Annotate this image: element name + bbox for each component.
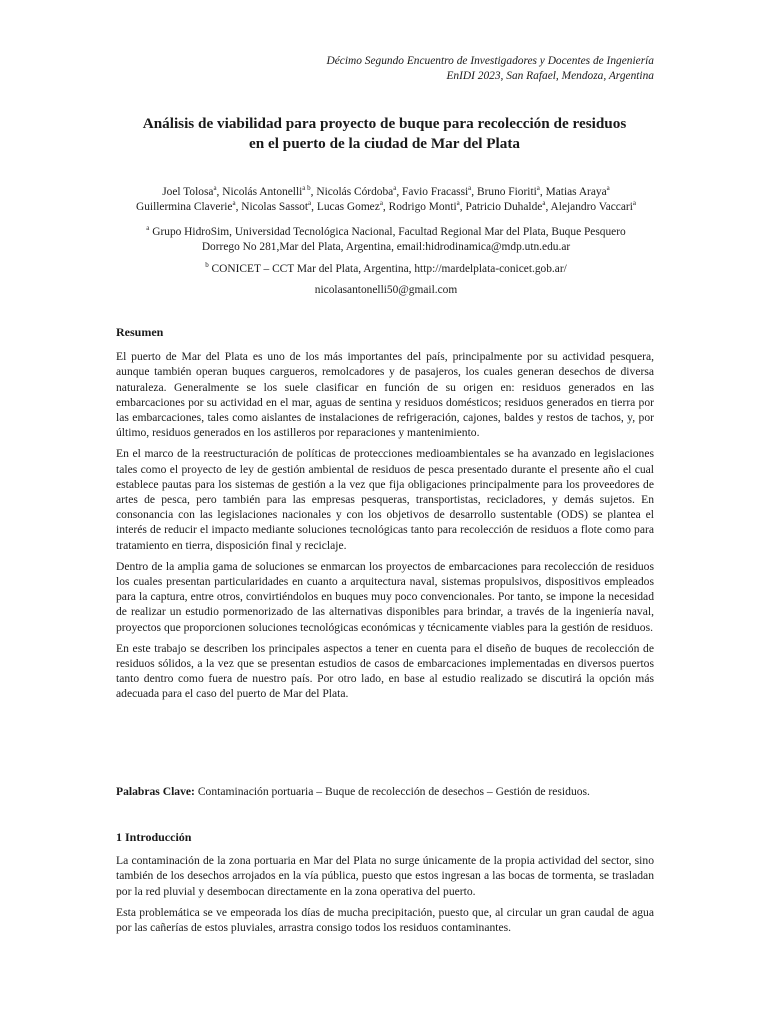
author-affiliation-mark: a: [456, 199, 460, 208]
abstract-paragraph: Dentro de la amplia gama de soluciones se enmarcan los proyectos de embarcaciones para recolección de residuos los cuales presentan particularidades en cuanto a arquitectura naval, sistemas propulsivos, dispositivos empleados para la captura, entre otros, convirtiéndolos en buques muy poco convencionales. Por tanto, se impone la necesidad de realizar un estudio pormenorizado de las alternativas disponibles para brindar, a través de la ingeniería naval, proyectos que proporcionen soluciones tecnológicas económicas y técnicamente viables para la gestión de residuos.: [116, 559, 654, 634]
author-affiliation-mark: a: [468, 184, 472, 193]
abstract-section: [116, 325, 654, 702]
author-affiliation-mark: a b: [302, 184, 311, 193]
title-line-1: Análisis de viabilidad para proyecto de buque para recolección de residuos: [142, 115, 627, 132]
title-line-2: en el puerto de la ciudad de Mar del Plata: [249, 135, 520, 152]
author-affiliation-mark: a: [536, 184, 540, 193]
keywords: [116, 784, 654, 799]
affiliation-a-line-2: Dorrego No 281,Mar del Plata, Argentina, email:hidrodinamica@mdp.utn.edu.ar: [201, 241, 571, 253]
author-affiliation-mark: a: [542, 199, 546, 208]
header-venue: EnIDI 2023, San Rafael, Mendoza, Argentina: [446, 70, 654, 82]
author-affiliation-mark: a: [379, 199, 383, 208]
author-name: Alejandro Vaccari: [550, 201, 633, 213]
author-line-1: Joel Tolosa$^a$, Nicolás Antonelli$^{a b}$, Nicolás Córdoba$^a$, Favio Fracassi$^a$, Bruno Fioriti$^a$, Matias Araya$^a$: [162, 184, 610, 198]
author-affiliation-mark: a: [308, 199, 312, 208]
author-affiliation-mark: a: [632, 199, 636, 208]
author-name: Nicolas Sassot: [241, 201, 309, 213]
affiliation-b: [116, 262, 656, 277]
introduction-heading: 1 Introducción: [116, 830, 192, 844]
author-affiliation-mark: a: [232, 199, 236, 208]
author-affiliation-mark: a: [393, 184, 397, 193]
author-list: [116, 185, 656, 215]
author-name: Guillermina Claverie: [135, 201, 233, 213]
abstract-paragraph: En el marco de la reestructuración de políticas de protecciones medioambientales se ha avanzado en legislaciones tales como el proyecto de ley de gestión ambiental de residuos de pesca presentado durante el presente año el cual establece pautas para los sistemas de gestión a la vez que fija obligaciones principalmente para los proveedores de artes de pesca, pero también para las empresas pesqueras, transportistas, recicladores, y demás sujetos. En consonancia con las legislaciones nacionales y con los objetivos de desarrollo sustentable (ODS) se plantea el interés de reducir el impacto mediante soluciones tecnológicas tanto para recolección de residuos a flote como para tratamiento en tierra, disposición final y reciclaje.: [116, 447, 654, 552]
abstract-paragraph: En este trabajo se describen los principales aspectos a tener en cuenta para el diseño de buques de recolección de residuos sólidos, a la vez que se presentan estudios de casos de embarcaciones implementadas en diversos puertos tanto dentro como fuera de nuestro país. Por otro lado, en base al estudio realizado se discutirá la opción más adecuada para el caso del puerto de Mar del Plata.: [116, 641, 654, 701]
abstract-paragraph: El puerto de Mar del Plata es uno de los más importantes del país, principalmente por su actividad pesquera, aunque también operan buques cargueros, remolcadores y de pasajeros, los cuales generan desechos de diversa naturaleza. Generalmente se los suele clasificar en función de su origen en: residuos generados en las embarcaciones por su actividad en el mar, aguas de sentina y residuos domésticos; residuos generados en tierra por las embarcaciones, tales como aislantes de instalaciones de refrigeración, cajones, baldes y restos de tachos, y, por último, residuos generados en los astilleros por reparaciones y mantenimiento.: [116, 350, 654, 440]
affiliation-mark: a: [146, 224, 150, 233]
header-conference: Décimo Segundo Encuentro de Investigadores y Docentes de Ingeniería: [326, 55, 654, 67]
author-line-2: Guillermina Claverie$^a$, Nicolas Sassot$^a$, Lucas Gomez$^a$, Rodrigo Monti$^a$, Patricio Duhalde$^a$, Alejandro Vaccari$^a$: [135, 199, 636, 213]
keywords-label: Palabras Clave:: [116, 785, 195, 798]
introduction-section: [116, 830, 654, 935]
paper-title: [116, 114, 653, 154]
keywords-text: Contaminación portuaria – Buque de recolección de desechos – Gestión de residuos.: [197, 785, 590, 798]
author-affiliation-mark: a: [213, 184, 217, 193]
author-name: Patricio Duhalde: [465, 201, 543, 213]
author-name: Matias Araya: [545, 186, 607, 198]
author-name: Bruno Fioriti: [476, 186, 537, 198]
author-name: Lucas Gomez: [316, 201, 380, 213]
author-name: Rodrigo Monti: [388, 201, 457, 213]
author-name: Nicolás Córdoba: [316, 186, 394, 198]
introduction-paragraph: Esta problemática se ve empeorada los días de mucha precipitación, puesto que, al circular un gran caudal de agua por las cañerías de estos pluviales, arrastra consigo todos los residuos contaminantes.: [116, 905, 654, 935]
author-name: Nicolás Antonelli: [222, 186, 303, 198]
author-affiliation-mark: a: [606, 184, 610, 193]
author-name: Joel Tolosa: [162, 186, 214, 198]
affiliation-mark: b: [205, 261, 209, 270]
affiliation-a-line-1: Grupo HidroSim, Universidad Tecnológica Nacional, Facultad Regional Mar del Plata, Buque Pesquero: [152, 226, 626, 238]
author-name: Favio Fracassi: [402, 186, 469, 198]
introduction-paragraph: La contaminación de la zona portuaria en Mar del Plata no surge únicamente de la propia actividad del sector, sino también de los desechos arrojados en la vía pública, puesto que estos ingresan a las bocas de tormenta, se trasladan por la red pluvial y desembocan directamente en la zona operativa del puerto.: [116, 854, 654, 898]
abstract-heading: Resumen: [116, 325, 164, 339]
affiliation-b-line: CONICET – CCT Mar del Plata, Argentina, http://mardelplata-conicet.gob.ar/: [211, 263, 567, 275]
running-header: [327, 54, 655, 84]
affiliation-a: [116, 225, 656, 255]
contact-email: nicolasantonelli50@gmail.com: [314, 284, 458, 296]
